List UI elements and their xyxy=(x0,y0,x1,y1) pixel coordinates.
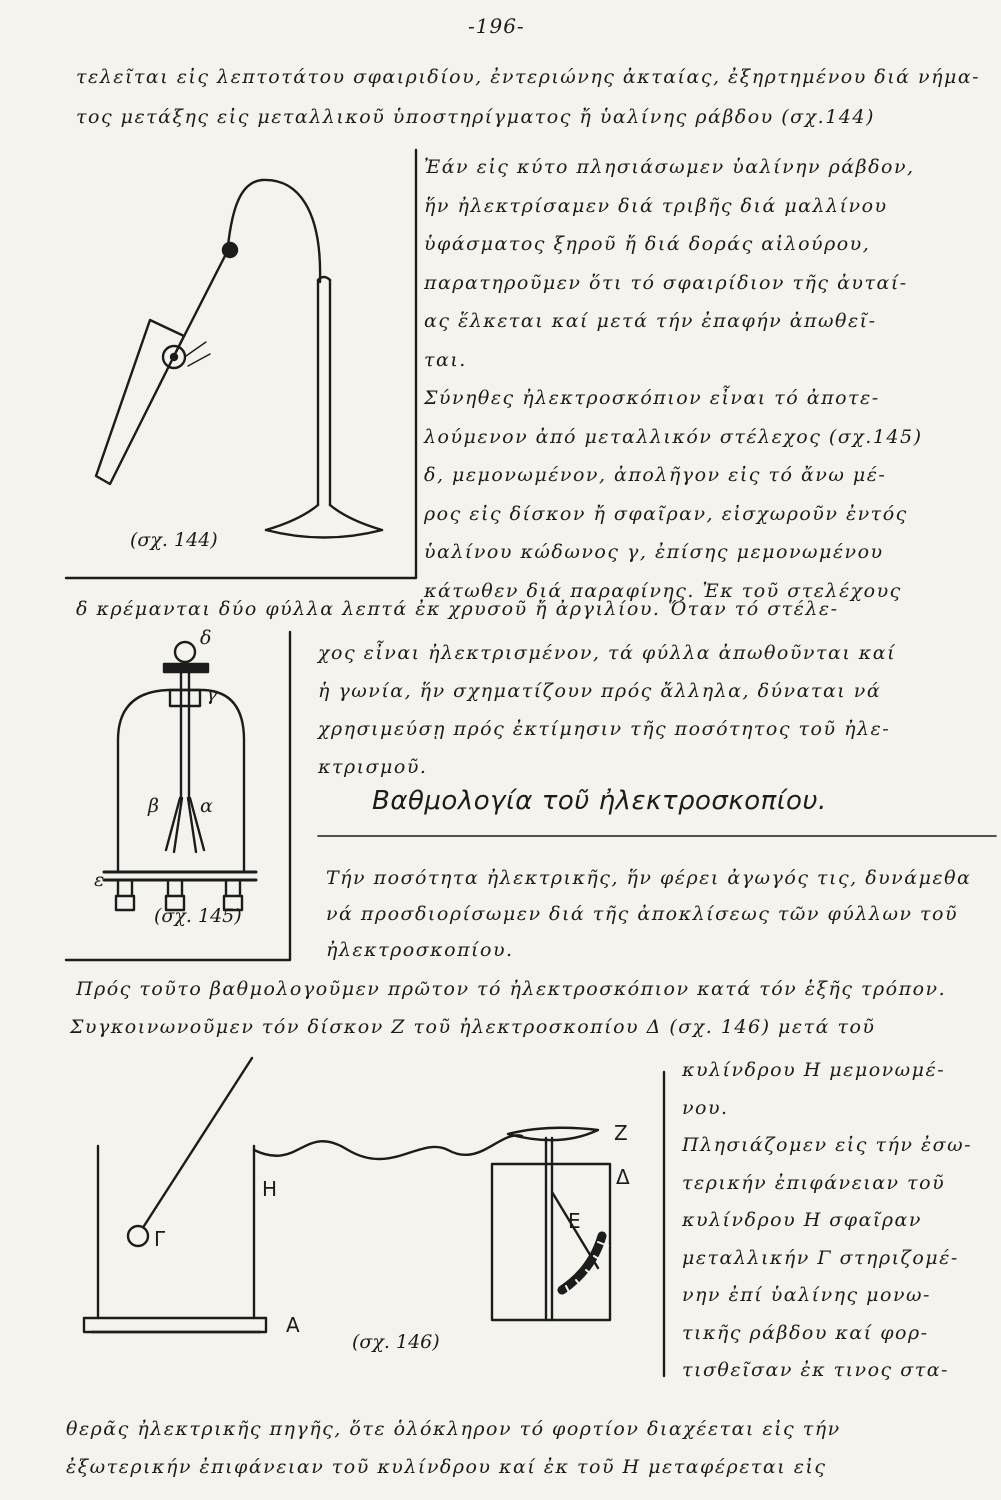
figure-144-frame xyxy=(66,150,416,578)
text-line: τος μετάξης εἰς μεταλλικοῦ ὑποστηρίγματος ἤ ὑαλίνης ράβδου (σχ.144) xyxy=(76,106,875,128)
foot-1 xyxy=(116,896,134,910)
label-alpha: α xyxy=(200,795,213,817)
text-line: τερικήν ἐπιφάνειαν τοῦ xyxy=(682,1171,946,1194)
label-gamma-sphere: Γ xyxy=(154,1227,166,1251)
text-line: ὑφάσματος ξηροῦ ἤ διά δοράς αἰλούρου, xyxy=(424,233,871,255)
text-line: παρατηροῦμεν ὅτι τό σφαιρίδιον τῆς ἀυταί- xyxy=(424,271,908,294)
text-line: χος εἶναι ἠλεκτρισμένον, τά φύλλα ἀπωθοῦνται καί xyxy=(318,642,897,664)
attraction-marks xyxy=(186,342,210,366)
support-arm xyxy=(228,180,320,282)
insulating-base xyxy=(84,1318,266,1332)
text-line: κάτωθεν διά παραφίνης. Ἐκ τοῦ στελέχους xyxy=(424,579,902,602)
figure-145-caption: (σχ. 145) xyxy=(154,905,242,927)
text-line: κτρισμοῦ. xyxy=(318,756,428,778)
label-zeta: Ζ xyxy=(614,1121,628,1145)
jar-base xyxy=(104,872,256,880)
top-knob xyxy=(175,642,195,662)
glass-rod xyxy=(96,320,184,484)
text-line: θερᾶς ἠλεκτρικῆς πηγῆς, ὅτε ὁλόκληρον τό φορτίον διαχέεται εἰς τήν xyxy=(66,1418,841,1440)
label-delta-upper: Δ xyxy=(616,1165,630,1189)
text-line: ἠλεκτροσκοπίου. xyxy=(326,939,514,961)
text-line: Σύνηθες ἠλεκτροσκόπιον εἶναι τό ἀποτε- xyxy=(424,387,880,409)
text-line: νην ἐπί ὑαλίνης μονω- xyxy=(682,1284,931,1306)
figure-146-caption: (σχ. 146) xyxy=(352,1331,440,1353)
rod-tip-dot xyxy=(171,354,177,360)
text-line: ρος εἰς δίσκον ἤ σφαῖραν, εἰσχωροῦν ἐντός xyxy=(424,502,908,525)
figure-144 xyxy=(66,150,416,578)
text-line: ἥν ἠλεκτρίσαμεν διά τριβῆς διά μαλλίνου xyxy=(424,194,888,217)
text-line: Πρός τοῦτο βαθμολογοῦμεν πρῶτον τό ἠλεκτροσκόπιον κατά τόν ἑξῆς τρόπον. xyxy=(76,978,947,1000)
text-line: κυλίνδρου Η σφαῖραν xyxy=(682,1209,922,1231)
text-line: Ἐάν εἰς κύτο πλησιάσωμεν ὑαλίνην ράβδον, xyxy=(424,156,915,178)
text-line: ας ἕλκεται καί μετά τήν ἐπαφήν ἀπωθεῖ- xyxy=(424,310,877,332)
connecting-wire xyxy=(254,1135,522,1159)
text-line: ται. xyxy=(424,348,467,371)
sphere-gamma xyxy=(128,1226,148,1246)
electroscope-rod xyxy=(546,1138,552,1320)
text-line: χρησιμεύσῃ πρός ἐκτίμησιν τῆς ποσότητος τοῦ ἠλε- xyxy=(318,718,891,740)
text-line: τικῆς ράβδου καί φορ- xyxy=(682,1321,929,1344)
label-epsilon-lower: ε xyxy=(94,869,105,891)
figure-144-caption: (σχ. 144) xyxy=(130,529,218,551)
text-line: νά προσδιορίσωμεν διά τῆς ἀποκλίσεως τῶν φύλλων τοῦ xyxy=(326,903,959,925)
text-line: ἡ γωνία, ἥν σχηματίζουν πρός ἄλληλα, δύναται νά xyxy=(318,680,882,702)
label-eta: Η xyxy=(262,1177,278,1201)
text-line: Συγκοινωνοῦμεν τόν δίσκον Ζ τοῦ ἠλεκτροσκοπίου Δ (σχ. 146) μετά τοῦ xyxy=(70,1016,876,1038)
stand-rod xyxy=(318,280,330,505)
text-line: δ κρέμανται δύο φύλλα λεπτά ἐκ χρυσοῦ ἤ ἀργιλίου. Ὅταν τό στέλε- xyxy=(76,598,839,620)
gold-leaves xyxy=(166,798,204,852)
cylinder-eta xyxy=(98,1146,254,1318)
stand-base xyxy=(266,530,382,538)
label-beta: β xyxy=(148,795,159,817)
text-line: λούμενον ἀπό μεταλλικόν στέλεχος (σχ.145) xyxy=(424,425,923,448)
text-line: μεταλλικήν Γ στηριζομέ- xyxy=(682,1246,959,1269)
page-number: -196- xyxy=(468,14,525,38)
stand-foot-flare xyxy=(266,505,382,530)
pith-ball xyxy=(223,243,237,257)
label-delta: δ xyxy=(200,627,212,649)
text-line: ἐξωτερικήν ἐπιφάνειαν τοῦ κυλίνδρου καί ἐκ τοῦ Η μεταφέρεται εἰς xyxy=(66,1456,827,1478)
text-line: Τήν ποσότητα ἠλεκτρικῆς, ἥν φέρει ἀγωγός τις, δυνάμεθα xyxy=(326,867,972,889)
label-gamma: γ xyxy=(206,683,218,705)
label-alpha-upper: Α xyxy=(286,1313,300,1337)
label-epsilon-upper: Ε xyxy=(568,1209,581,1233)
text-line: νου. xyxy=(682,1096,729,1119)
text-line: τελεῖται εἰς λεπτοτάτου σφαιριδίου, ἐντεριώνης ἀκταίας, ἐξηρτημένου διά νήμα- xyxy=(76,66,981,88)
text-line: τισθεῖσαν ἐκ τινος στα- xyxy=(682,1359,949,1381)
base-legs xyxy=(118,880,240,896)
section-heading: Βαθμολογία τοῦ ἠλεκτροσκοπίου. xyxy=(372,786,827,816)
text-line: δ, μεμονωμένον, ἀπολῆγον εἰς τό ἄνω μέ- xyxy=(424,464,887,486)
text-line: κυλίνδρου Η μεμονωμέ- xyxy=(682,1059,946,1081)
stopper xyxy=(170,690,200,706)
text-line: Πλησιάζομεν εἰς τήν ἐσω- xyxy=(682,1134,973,1156)
insulating-handle xyxy=(144,1058,252,1226)
text-line: ὑαλίνου κώδωνος γ, ἐπίσης μεμονωμένου xyxy=(424,541,884,563)
top-disc xyxy=(164,664,208,672)
